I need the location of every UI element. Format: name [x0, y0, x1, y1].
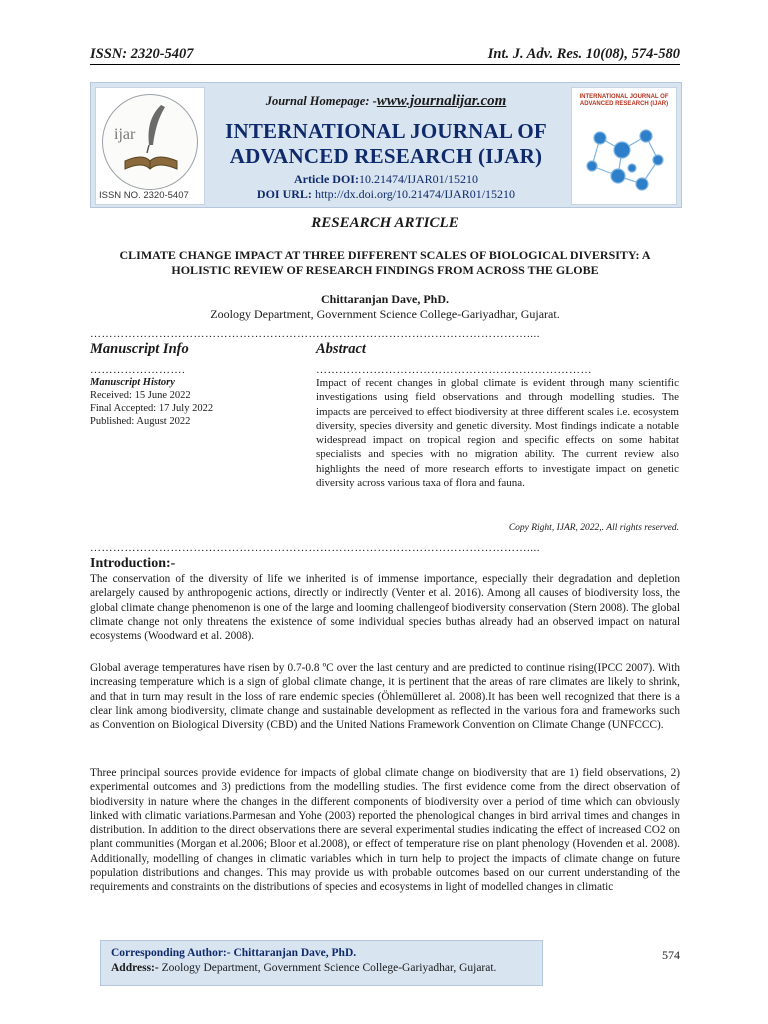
journal-name-line1: INTERNATIONAL JOURNAL OF: [225, 119, 547, 143]
homepage-label: Journal Homepage: -: [265, 94, 377, 108]
copyright-notice: Copy Right, IJAR, 2022,. All rights reserved.: [508, 523, 679, 533]
manuscript-dotted-rule: …………………….: [90, 364, 186, 376]
article-type: RESEARCH ARTICLE: [311, 215, 459, 231]
doi-url-label: DOI URL:: [256, 187, 315, 201]
doi-label: Article DOI:: [294, 172, 359, 186]
logo-text: ijar: [114, 126, 136, 143]
address-label: Address:-: [111, 962, 159, 974]
article-title-line1: CLIMATE CHANGE IMPACT AT THREE DIFFERENT SCALES OF BIOLOGICAL DIVERSITY: A: [119, 248, 651, 262]
dotted-divider-bottom: ……………………………………………………………………………………………………....: [90, 543, 540, 553]
abstract-text: Impact of recent changes in global climate is evident through many scientific investigations using field observations and through modelling studies. The impacts are perceived to effect biodiversity at three different scales i.e. ecosystem diversity, species diversity and genetic diversity. Most findings indicate a notable widespread impact on tropical region and specific effects on some habitat specialists and species with no migration ability. The current review also highlights the need of more research efforts to investigate impact on genetic diversity across various taxa of flora and fauna.: [316, 377, 679, 490]
accepted-date: Final Accepted: 17 July 2022: [90, 403, 214, 414]
doi-value: 10.21474/IJAR01/15210: [358, 172, 478, 186]
corresponding-author: Corresponding Author:- Chittaranjan Dave, PhD.: [111, 947, 357, 959]
logo-issn: ISSN NO. 2320-5407: [99, 190, 189, 201]
dotted-divider-top: ……………………………………………………………………………………………………....: [90, 329, 540, 339]
journal-name-line2: ADVANCED RESEARCH (IJAR): [229, 144, 543, 168]
intro-paragraph-2: [90, 661, 680, 732]
issn-text: ISSN: 2320-5407: [90, 46, 194, 62]
manuscript-history: [90, 376, 305, 428]
cover-title: INTERNATIONAL JOURNAL OF ADVANCED RESEARCH (IJAR): [579, 94, 669, 108]
introduction-heading: Introduction:-: [90, 556, 176, 571]
received-date: Received: 15 June 2022: [90, 390, 191, 401]
author-name: Chittaranjan Dave, PhD.: [321, 292, 449, 306]
running-head: [90, 46, 680, 65]
manuscript-info-heading: Manuscript Info: [90, 341, 189, 357]
doi-url-link[interactable]: http://dx.doi.org/10.21474/IJAR01/15210: [314, 187, 516, 201]
article-title-line2: HOLISTIC REVIEW OF RESEARCH FINDINGS FROM ACROSS THE GLOBE: [171, 263, 599, 277]
journal-citation: Int. J. Adv. Res. 10(08), 574-580: [487, 46, 680, 62]
page-number: 574: [662, 948, 680, 962]
journal-name: [209, 119, 563, 169]
paragraph-text: The conservation of the diversity of life we inherited is of immense importance, especially their degradation and depletion arelargely caused by anthropogenic actions, directly or indirectly (Venter et al. 2016). Among all causes of biodiversity loss, the global climate change phenomenon is one of the large and looming challengeof biodiversity conservation (Stern 2008). The global climate change not only threatens the existence of some individual species buthas already had an observed impact on natural ecosystems (Woodward et al. 2008).: [90, 573, 680, 643]
journal-banner: [90, 82, 682, 208]
abstract-dotted-rule: ………………………………………………………………: [316, 364, 592, 376]
intro-paragraph-3: [90, 766, 680, 895]
manuscript-history-heading: Manuscript History: [90, 377, 175, 388]
intro-paragraph-1: [90, 572, 680, 643]
corresponding-author-box: [100, 940, 543, 986]
address-value: Zoology Department, Government Science College-Gariyadhar, Gujarat.: [158, 962, 497, 974]
paragraph-text: Three principal sources provide evidence for impacts of global climate change on biodiversity that are 1) field observations, 2) experimental outcomes and 3) predictions from the modelling studies. The first evidence come from the direct observation of biodiversity in nature where the changes in the different components of biodiversity over a period of time which can obviously linked with climatic variations.Parmesan and Yohe (2003) reported the phenological changes in bird arrival times and changes in distribution. In addition to the direct observations there are several experimental studies indicating the effect of increased CO2 on plant communities (Morgan et al.2006; Bloor et al.2008), or effect of temperature rise on plant phenology (Hovenden et al. 2008). Additionally, modelling of changes in climatic variables which in turn help to project the impacts of climate change on future population distributions and changes. This may provide us with probable outcomes based on our current understanding of the requirements and constraints on the distributions of species and ecosystems in light of modelled changes in climatic: [90, 767, 680, 894]
doi-block: [209, 172, 563, 202]
journal-cover-image: [571, 87, 677, 205]
article-title: [90, 248, 680, 278]
published-date: Published: August 2022: [90, 416, 191, 427]
abstract-heading: Abstract: [316, 341, 366, 357]
homepage-link[interactable]: www.journalijar.com: [376, 93, 507, 109]
author-affiliation: Zoology Department, Government Science College-Gariyadhar, Gujarat.: [210, 307, 560, 321]
journal-homepage: [211, 93, 561, 110]
paragraph-text: Global average temperatures have risen by 0.7-0.8 ºC over the last century and are predicted to continue rising(IPCC 2007). With increasing temperature which is a sign of global climate change, it is pertinent that the areas of rare climates are likely to shrink, and that in turn may result in the loss of rare endemic species (Öhlemülleret al. 2008).It has been well recognized that there is a clear link among biodiversity, climate change and sustainable development as reflected in the various fora and frameworks such as Convention on Biological Diversity (CBD) and the United Nations Framework Convention on Climate Change (UNFCCC).: [90, 662, 680, 732]
journal-logo: [95, 87, 205, 205]
